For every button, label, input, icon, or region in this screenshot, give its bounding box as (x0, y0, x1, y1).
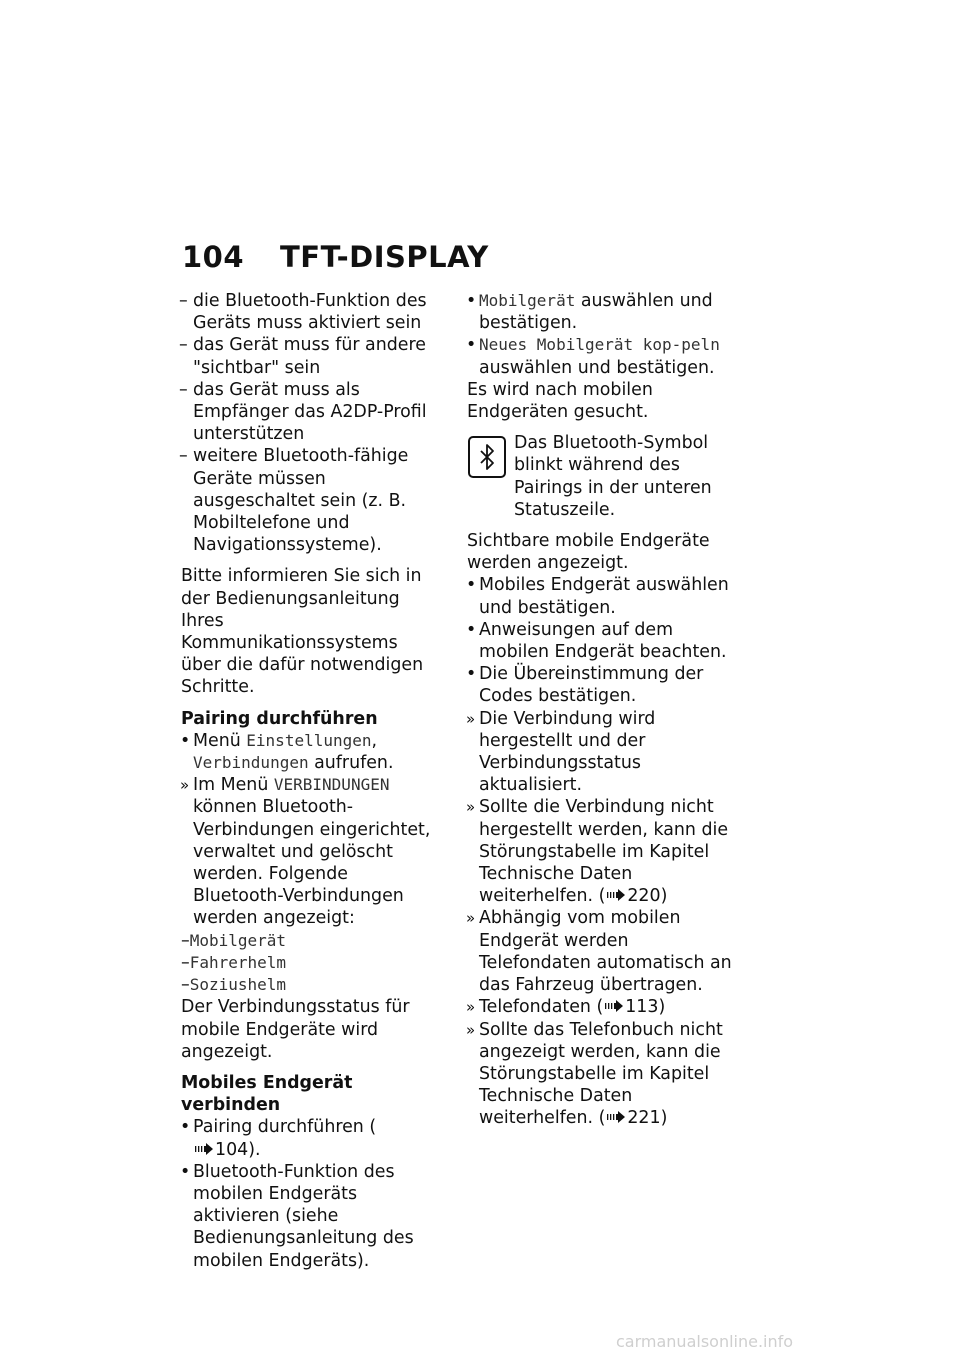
page-reference: 113 (603, 997, 658, 1017)
step-item: • Pairing durchführen (104). (181, 1116, 439, 1160)
section-heading-connect: Mobiles Endgerät verbinden (181, 1072, 353, 1116)
connection-type-item: – Soziushelm (181, 974, 439, 996)
bluetooth-note (467, 432, 737, 521)
result-item: » Telefondaten ( 113) (467, 996, 737, 1018)
page-header (182, 240, 489, 274)
step-item: • Die Übereinstimmung der Codes bestätigen. (467, 663, 737, 707)
page-number: 104 (182, 240, 245, 274)
step-item: • Menü Einstellungen, Verbindungen aufrufen. (181, 730, 439, 774)
note-text: Das Bluetooth-Symbol blinkt während des Pairings in der unteren Statuszeile. (514, 433, 712, 520)
menu-name: Verbindungen (193, 753, 309, 773)
menu-name: Mobilgerät (479, 291, 576, 310)
watermark: carmanualsonline.info (616, 1332, 794, 1351)
menu-name: Neues Mobilgerät kop-peln (479, 335, 720, 355)
step-item: • Mobiles Endgerät auswählen und bestätigen. (467, 574, 737, 618)
right-column (467, 290, 737, 1130)
status-paragraph: Der Verbindungsstatus für mobile Endgeräte wird angezeigt. (181, 997, 410, 1062)
requirement-item: – weitere Bluetooth-fähige Geräte müssen ausgeschaltet sein (z. B. Mobiltelefone und Navigationssysteme). (181, 445, 439, 556)
result-item: » Die Verbindung wird hergestellt und der Verbindungsstatus aktualisiert. (467, 708, 737, 797)
chapter-title: TFT-DISPLAY (280, 240, 489, 274)
requirement-item: – das Gerät muss für andere "sichtbar" sein (181, 334, 439, 378)
connection-type-item: – Mobilgerät (181, 930, 439, 952)
step-item: • Neues Mobilgerät kop-peln auswählen und bestätigen. (467, 334, 737, 378)
step-item: • Anweisungen auf dem mobilen Endgerät beachten. (467, 619, 737, 663)
page-reference: 221 (605, 1108, 660, 1128)
page-reference-arrow-icon (194, 1143, 214, 1155)
result-item: » Im Menü VERBINDUNGEN können Bluetooth-Verbindungen eingerichtet, verwaltet und gelöscht werden. Folgende Bluetooth-Verbindungen werden angezeigt: (181, 774, 439, 929)
page-reference: 104 (193, 1140, 248, 1160)
page-reference-arrow-icon (606, 889, 626, 901)
menu-name: VERBINDUNGEN (273, 775, 390, 795)
connection-type-item: – Fahrerhelm (181, 952, 439, 974)
step-item: • Bluetooth-Funktion des mobilen Endgeräts aktivieren (siehe Bedienungsanleitung des mobilen Endgeräts). (181, 1161, 439, 1272)
visible-devices-paragraph: Sichtbare mobile Endgeräte werden angezeigt. (467, 531, 710, 574)
page-reference-arrow-icon (606, 1111, 626, 1123)
left-column (181, 290, 439, 1272)
step-item: • Mobilgerät auswählen und bestätigen. (467, 290, 737, 334)
result-item: » Abhängig vom mobilen Endgerät werden Telefondaten automatisch an das Fahrzeug übertragen. (467, 907, 737, 996)
info-paragraph: Bitte informieren Sie sich in der Bedienungsanleitung Ihres Kommunikationssystems über die dafür notwendigen Schritte. (181, 566, 424, 698)
result-item: » Sollte das Telefonbuch nicht angezeigt werden, kann die Störungstabelle im Kapitel Technische Daten weiterhelfen. ( 221) (467, 1019, 737, 1130)
section-heading-pairing: Pairing durchführen (181, 708, 378, 729)
page-reference-arrow-icon (604, 1000, 624, 1012)
menu-name: Einstellungen (246, 730, 372, 750)
requirement-item: – das Gerät muss als Empfänger das A2DP-Profil unterstützen (181, 379, 439, 446)
page-reference: 220 (605, 886, 660, 906)
search-paragraph: Es wird nach mobilen Endgeräten gesucht. (467, 379, 653, 423)
bluetooth-icon (468, 436, 506, 478)
result-item: » Sollte die Verbindung nicht hergestellt werden, kann die Störungstabelle im Kapitel Technische Daten weiterhelfen. ( 220) (467, 796, 737, 907)
requirement-item: – die Bluetooth-Funktion des Geräts muss aktiviert sein (181, 290, 439, 334)
